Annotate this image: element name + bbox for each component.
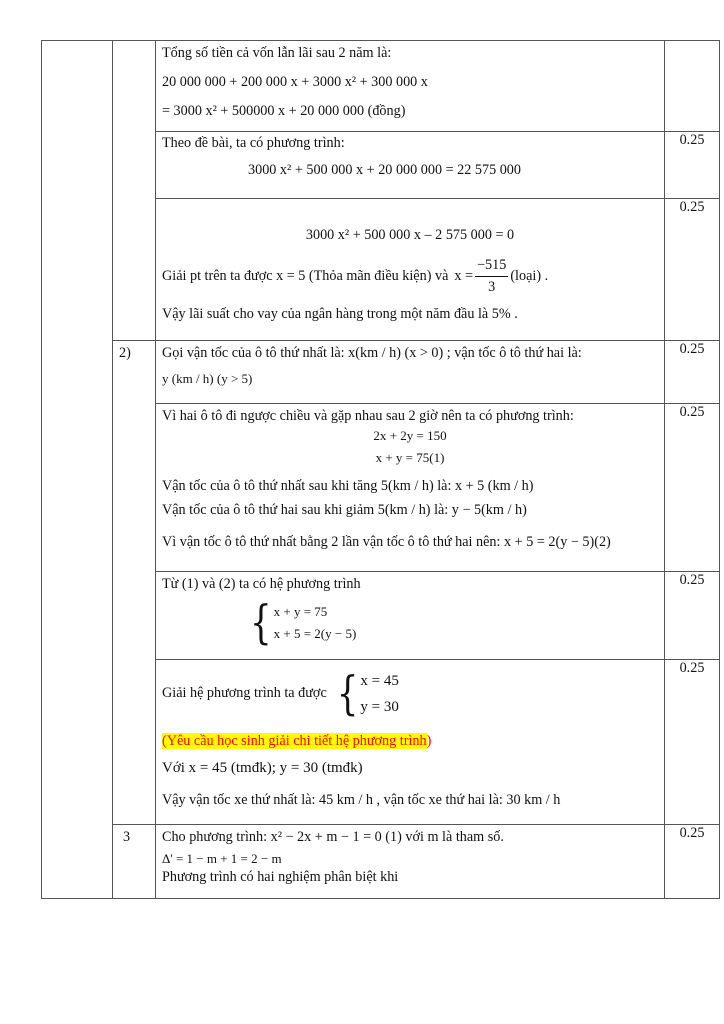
equation-line: 3000 x² + 500 000 x – 2 575 000 = 0 <box>305 227 515 243</box>
text-line: Với x = 45 (tmđk); y = 30 (tmđk) <box>162 760 363 777</box>
score-cell: 0.25 <box>665 199 720 341</box>
equation-line: y = 30 <box>360 698 399 715</box>
content-cell <box>156 341 665 404</box>
text-line: Tổng số tiền cả vốn lẫn lãi sau 2 năm là: <box>162 45 392 61</box>
text-line: Từ (1) và (2) ta có hệ phương trình <box>162 576 361 592</box>
table-row <box>42 825 720 899</box>
score-cell: 0.25 <box>665 825 720 899</box>
content-cell <box>156 572 665 660</box>
answer-table <box>41 40 720 899</box>
text-line: Giải hệ phương trình ta được <box>162 685 327 702</box>
equation-line: x = 45 <box>360 673 399 689</box>
text-line: Vậy lãi suất cho vay của ngân hàng trong một năm đầu là 5% . <box>162 306 518 323</box>
equation-line: 3000 x² + 500 000 x + 20 000 000 = 22 575 000 <box>248 161 521 178</box>
content-cell <box>156 660 665 825</box>
equation-part: x = <box>454 267 474 284</box>
fraction-denominator: 3 <box>488 278 496 295</box>
table-row <box>42 341 720 404</box>
item-number-cell <box>113 41 156 341</box>
brace-icon: { <box>336 667 359 722</box>
score-cell: 0.25 <box>665 404 720 572</box>
fraction <box>475 257 508 297</box>
blank-column-cell <box>42 41 113 899</box>
equation-line: x + y = 75(1) <box>375 450 445 465</box>
note-close-paren: ) <box>426 732 432 749</box>
score-cell: 0.25 <box>665 132 720 199</box>
item-number-cell: 3 <box>113 825 156 899</box>
score-cell: 0.25 <box>665 660 720 825</box>
content-cell <box>156 404 665 572</box>
text-line: Phương trình có hai nghiệm phân biệt khi <box>162 869 399 885</box>
brace-icon: { <box>250 596 272 650</box>
equation-line: 2x + 2y = 150 <box>373 427 447 443</box>
content-cell <box>156 825 665 899</box>
score-cell <box>665 41 720 132</box>
text-line: Vì hai ô tô đi ngược chiều và gặp nhau sau 2 giờ nên ta có phương trình: <box>162 408 574 424</box>
equation-line: Δ' = 1 − m + 1 = 2 − m <box>162 850 282 866</box>
text-line: Vì vận tốc ô tô thứ nhất bằng 2 lần vận tốc ô tô thứ hai nên: x + 5 = 2(y − 5)(2) <box>162 533 611 550</box>
text-part: (loại) . <box>510 267 549 284</box>
equation-system <box>250 596 357 650</box>
equation-system <box>336 667 399 722</box>
item-number-cell: 2) <box>113 341 156 825</box>
table-row <box>42 41 720 132</box>
text-line: Vậy vận tốc xe thứ nhất là: 45 km / h , vận tốc xe thứ hai là: 30 km / h <box>162 792 561 808</box>
text-line: Vận tốc của ô tô thứ nhất sau khi tăng 5(km / h) là: x + 5 (km / h) <box>162 478 534 495</box>
content-cell <box>156 41 665 132</box>
fraction-numerator: −515 <box>475 257 508 277</box>
equation-line: 20 000 000 + 200 000 x + 3000 x² + 300 000 x <box>162 73 428 90</box>
content-cell <box>156 199 665 341</box>
score-cell: 0.25 <box>665 341 720 404</box>
text-line: Theo đề bài, ta có phương trình: <box>162 135 345 151</box>
text-line: y (km / h) (y > 5) <box>162 370 253 386</box>
text-line: Giải pt trên ta được x = 5 (Thỏa mãn điều kiện) và <box>162 267 449 284</box>
equation-line: = 3000 x² + 500000 x + 20 000 000 (đồng) <box>162 102 406 119</box>
score-cell: 0.25 <box>665 572 720 660</box>
highlighted-note: (Yêu cầu học sinh giải chi tiết hệ phương trình <box>162 732 427 749</box>
equation-line: x + 5 = 2(y − 5) <box>273 626 357 641</box>
text-line: Cho phương trình: x² − 2x + m − 1 = 0 (1) với m là tham số. <box>162 829 504 845</box>
text-line: Vận tốc của ô tô thứ hai sau khi giảm 5(km / h) là: y − 5(km / h) <box>162 502 527 518</box>
text-line: Gọi vận tốc của ô tô thứ nhất là: x(km / h) (x > 0) ; vận tốc ô tô thứ hai là: <box>162 345 582 361</box>
equation-line: x + y = 75 <box>273 603 328 619</box>
content-cell <box>156 132 665 199</box>
